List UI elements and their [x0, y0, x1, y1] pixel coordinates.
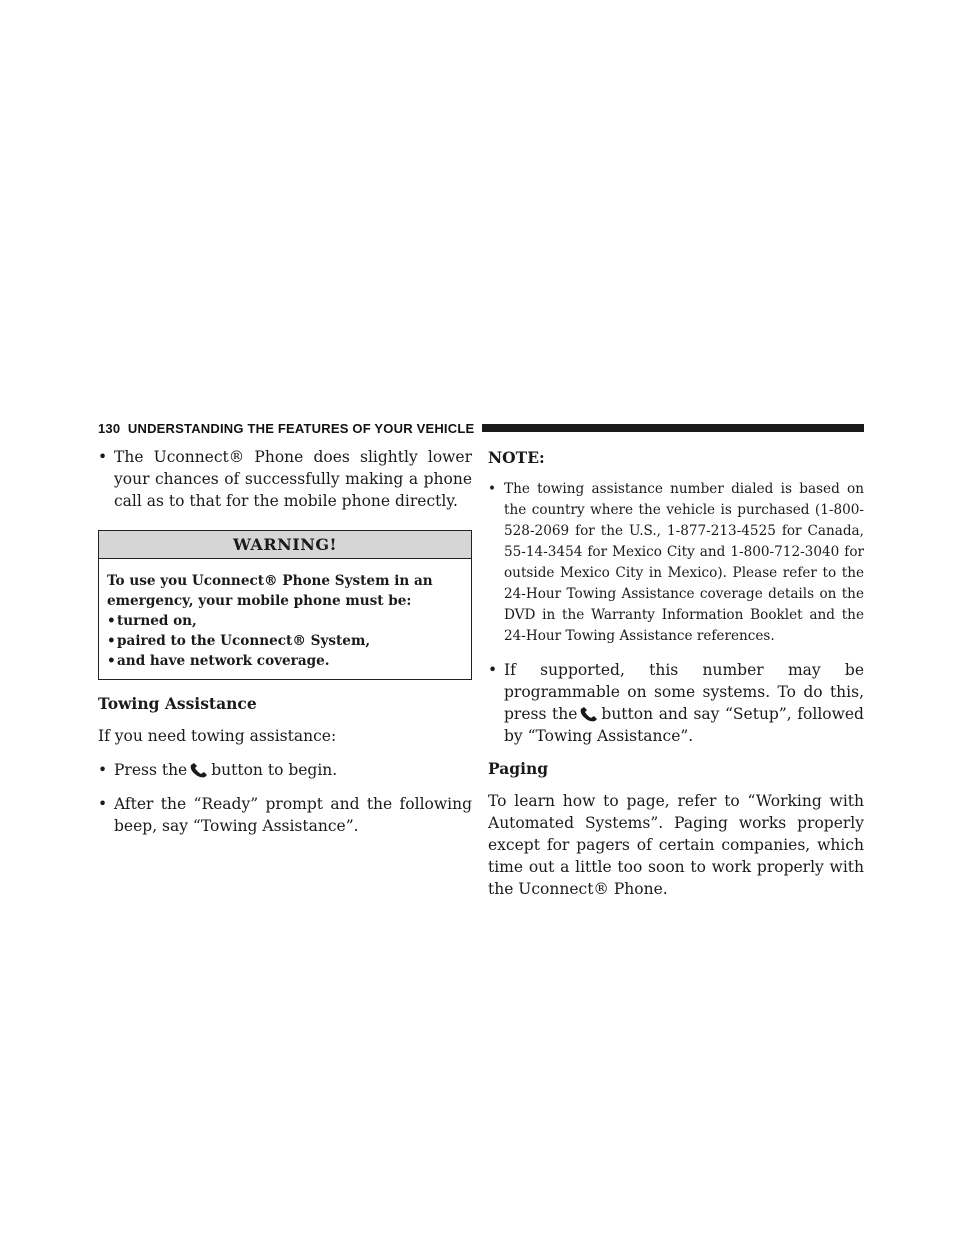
warning-lead: To use you Uconnect® Phone System in an emergency, your mobile phone must be:	[107, 573, 433, 609]
note-2-pre: If supported, this number may be programmable on some systems. To do this, press the	[504, 661, 864, 723]
warning-item: • and have network coverage.	[107, 651, 463, 671]
press-pre: Press the	[114, 761, 188, 779]
paging-text: To learn how to page, refer to “Working with Automated Systems”. Paging works properly except for pagers of certain companies, which time out a little too soon to work properly with the Uconnect® Phone.	[488, 792, 864, 898]
warning-box	[98, 530, 472, 680]
note-2-post: button and say “Setup”, followed by “Towing Assistance”.	[504, 705, 864, 745]
page-header	[98, 419, 864, 437]
left-column	[98, 446, 472, 849]
press-button-bullet	[98, 759, 472, 781]
phone-handset-icon	[188, 763, 210, 779]
phone-handset-icon	[578, 707, 600, 723]
header-rule	[482, 424, 864, 432]
right-column	[488, 446, 864, 912]
after-ready-bullet: • After the “Ready” prompt and the following beep, say “Towing Assistance”.	[98, 793, 472, 837]
page-number: 130	[98, 420, 121, 436]
warning-item: • paired to the Uconnect® System,	[107, 631, 463, 651]
paging-heading: Paging	[488, 759, 549, 778]
warning-title: WARNING!	[99, 531, 471, 559]
section-title: UNDERSTANDING THE FEATURES OF YOUR VEHICLE	[127, 420, 475, 436]
note-bullet-2	[488, 659, 864, 747]
intro-bullet: • The Uconnect® Phone does slightly lower your chances of successfully making a phone call as to that for the mobile phone directly.	[98, 446, 472, 512]
warning-item: • turned on,	[107, 611, 463, 631]
note-bullet-1: • The towing assistance number dialed is based on the country where the vehicle is purchased (1-800-528-2069 for the U.S., 1-877-213-4525 for Canada, 55-14-3454 for Mexico City and 1-800-712-3040 for outside Mexico City in Mexico). Please refer to the 24-Hour Towing Assistance coverage details on the DVD in the Warranty Information Booklet and the 24-Hour Towing Assistance references.	[488, 479, 864, 647]
towing-intro: If you need towing assistance:	[98, 727, 337, 745]
towing-heading: Towing Assistance	[98, 694, 257, 713]
warning-body	[99, 559, 471, 679]
note-heading: NOTE:	[488, 448, 545, 467]
page-header-text	[98, 421, 474, 436]
press-post: button to begin.	[211, 761, 338, 779]
